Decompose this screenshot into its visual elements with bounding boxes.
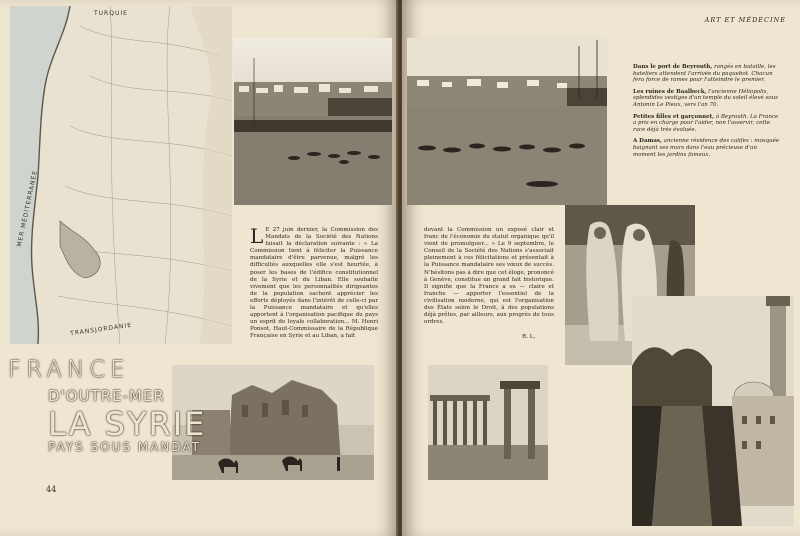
caption-2-lead: Les ruines de Baalbeck, (633, 88, 707, 95)
map-label-mer-mediterranee: MER MÉDITERRANÉE (16, 169, 40, 248)
map-label-turquie: TURQUIE (94, 10, 128, 17)
right-page (402, 0, 800, 536)
caption-3-text: à Beyrouth. La France a pris en charge pour l'aider, non l'asservir, cette race déjà très évoluée. (633, 113, 779, 133)
article-dropcap: L (250, 224, 264, 248)
captions-block (633, 64, 781, 163)
photo-ruines-baalbeck (428, 365, 548, 480)
caption-3-lead: Petites filles et garçonnet, (633, 113, 715, 120)
title-pays-sous-mandat: PAYS SOUS MANDAT (48, 440, 201, 454)
caption-4-lead: A Damas, (633, 138, 662, 145)
title-france: FRANCE (8, 357, 130, 383)
photo-damas-mosquee (632, 296, 794, 526)
left-page (0, 0, 398, 536)
article-column-1-text: E 27 juin dernier, la Commission des Mandats de la Société des Nations faisait la déclaration suivante : « La Commission tient à féliciter la Puissance mandataire d'être parvenue, malgré les difficultés auxquelles elle s'est heurtée, à poser les bases de l'édifice constitutionnel de la Syrie et du Liban. Elle souhaite vivement que les personnalités dirigeantes de la population sachent apprécier les efforts déployés dans l'intérêt de celle-ci par la Puissance mandataire et qu'elles apportent à l'organisation pacifique du pays un esprit de loyale collaboration... M. Henri Ponsot, Haut-Commissaire de la République Française en Syrie et au Liban, a fait (250, 227, 378, 340)
article-signature: R. L. (522, 334, 536, 340)
running-head: ART ET MÉDECINE (704, 16, 786, 24)
caption-4-text: ancienne résidence des califes : mosquée baignant ses murs dans l'eau précieuse d'un moment les jardins fameux. (633, 138, 780, 158)
article-column-1 (250, 224, 378, 341)
page-number: 44 (46, 485, 57, 494)
title-la-syrie: LA SYRIE (48, 405, 207, 443)
article-column-2 (424, 227, 554, 326)
article-column-2-text: devant la Commission un exposé clair et franc de l'économie du statut organique qu'il vient de promulguer... » Le 9 septembre, le Conseil de la Société des Nations s'associait pleinement à ces félicitations et présentait à la Puissance mandataire ses vœux de succès. N'hésitons pas à dire que cet éloge, prononcé à Genève, constitue un grand fait historique. Il signifie que la France a su — claire et franche — apporter l'essentiel de la civilisation moderne, qui est l'organisation des États selon le Droit, à des populations déjà prêtes, par ailleurs, aux progrès de tous ordres. (424, 227, 554, 326)
caption-2 (633, 89, 781, 109)
caption-3 (633, 114, 781, 134)
photo-beyrouth-port-right (407, 38, 607, 205)
caption-1-text: rangés en bataille, les bateliers attendent l'arrivée du paquebot. Chacun fera force de rames pour l'atteindre le premier. (633, 64, 776, 84)
caption-2-text: l'ancienne Héliopolis, splendides vestiges d'un temple du soleil élevé sous Antonin Le Pieux, vers l'an 70. (633, 88, 778, 108)
caption-1-lead: Dans le port de Beyrouth, (633, 64, 713, 70)
caption-4 (633, 138, 781, 158)
caption-1 (633, 64, 781, 84)
title-doutre-mer: D'OUTRE-MER (48, 387, 165, 405)
map-of-syria (10, 6, 232, 344)
photo-beyrouth-port-left (234, 38, 392, 205)
map-label-transjordanie: TRANSJORDANIE (69, 321, 133, 338)
